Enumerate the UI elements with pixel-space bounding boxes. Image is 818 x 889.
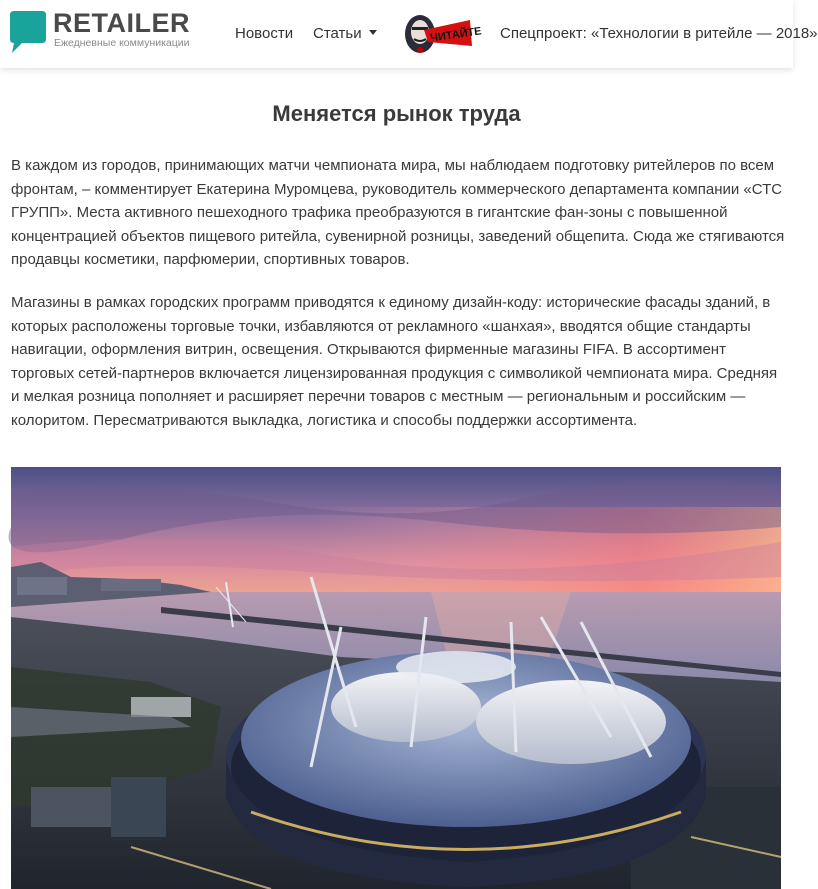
- promo-banner-text: ЧИТАЙТЕ: [429, 25, 483, 45]
- logo-name: RETAILER: [53, 8, 190, 38]
- chevron-down-icon: [369, 30, 377, 35]
- site-logo[interactable]: [10, 8, 190, 54]
- article-paragraph-2: Магазины в рамках городских программ приводятся к единому дизайн-коду: исторические фасады зданий, в которых расположены торговые точки, избавляются от рекламного «шанхая», вводятся общие стандарты навигации, оформления витрин, освещения. Открываются фирменные магазины FIFA. В ассортимент торговых сетей-партнеров включается лицензированная продукция с символикой чемпионата мира. Средняя и мелкая розница пополняет и расширяет перечни товаров с местным — региональным и российским — колоритом. Пересматриваются выкладка, логистика и способы поддержки ассортимента.: [11, 294, 778, 429]
- nav-news[interactable]: Новости: [235, 25, 294, 42]
- nav-articles-dropdown[interactable]: [313, 25, 377, 43]
- article-paragraph-1: В каждом из городов, принимающих матчи чемпионата мира, мы наблюдаем подготовку ритейлеров по всем фронтам, – комментирует Екатерина Муромцева, руководитель коммерческого департамента компании «СТС ГРУПП». Места активного пешеходного трафика преобразуются в гигантские фан-зоны с повышенной концентрацией объектов пищевого ритейла, сувенирной розницы, заведений общепита. Сюда же стягиваются продавцы косметики, парфюмерии, спортивных товаров.: [11, 157, 785, 268]
- logo-tagline: Ежедневные коммуникации: [54, 37, 190, 49]
- logo-speech-bubble-icon: [10, 11, 46, 53]
- nav-articles-label: Статьи: [313, 25, 362, 42]
- section-heading: Меняется рынок труда: [272, 101, 521, 126]
- nav-special-project[interactable]: Спецпроект: «Технологии в ритейле — 2018»: [500, 25, 818, 42]
- stadium-aerial-photo: [11, 467, 781, 889]
- site-header: [0, 0, 818, 68]
- promo-banner[interactable]: [400, 12, 483, 56]
